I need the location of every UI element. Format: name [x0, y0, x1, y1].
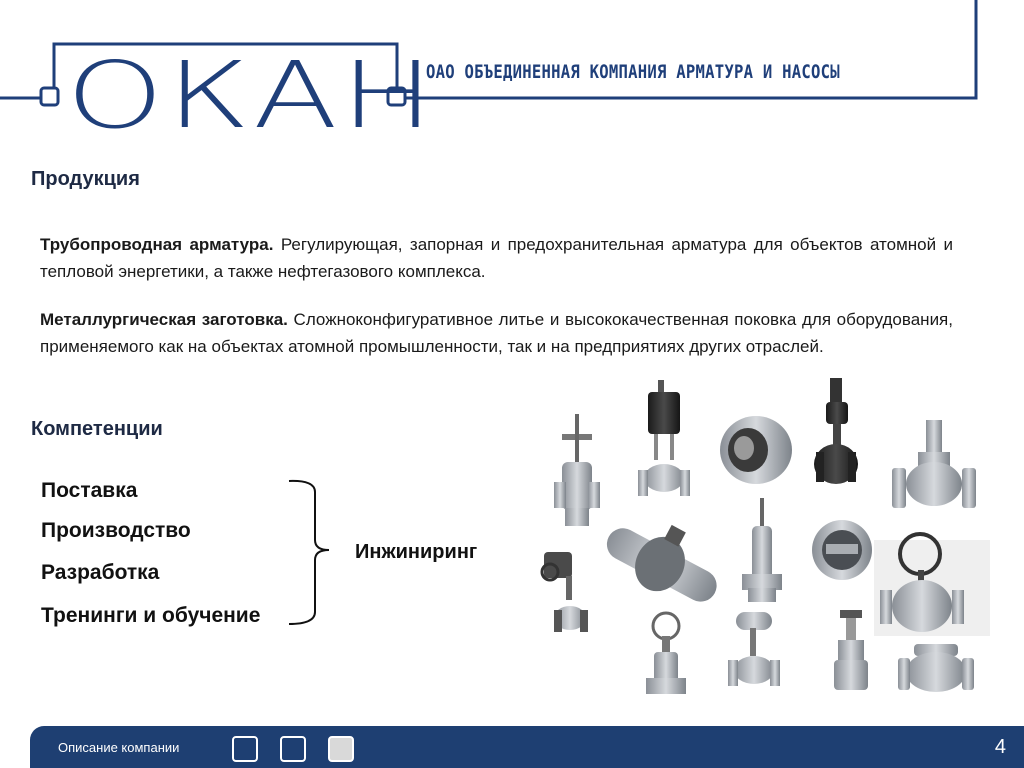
product-item-pipeline [40, 231, 953, 285]
pipeline-ball-valve-image [596, 501, 734, 617]
engineering-label: Инжиниринг [355, 541, 478, 563]
swing-check-valve-image [898, 644, 974, 692]
nav-square-1[interactable] [232, 736, 258, 762]
footer-bar [30, 726, 1024, 768]
page-number: 4 [994, 736, 1006, 758]
competencies-title: Компетенции [31, 418, 163, 440]
nav-square-2[interactable] [280, 736, 306, 762]
control-valve-actuator-image [638, 380, 690, 496]
gate-valve-handwheel-image [554, 414, 600, 526]
small-control-valve-image [834, 610, 868, 690]
competency-item: Производство [41, 519, 191, 542]
company-name: ОАО ОБЪЕДИНЕННАЯ КОМПАНИЯ АРМАТУРА И НАСОСЫ [426, 61, 840, 83]
product-item-title: Трубопроводная арматура. [40, 235, 274, 254]
check-valve-body-image [720, 416, 792, 484]
curly-brace-icon [285, 478, 345, 628]
product-item-title: Металлургическая заготовка. [40, 310, 288, 329]
solenoid-valve-image [814, 378, 858, 484]
competency-item: Тренинги и обучение [41, 604, 261, 627]
gate-valve-wheel-image [646, 613, 686, 694]
product-item-text: Сложноконфигуративное литье и высококачественная поковка для оборудования, применяемого как на объектах атомной промышленности, так и на предприятиях других отраслей. [40, 310, 953, 356]
electric-actuator-valve-image [542, 552, 588, 632]
nav-square-3[interactable] [328, 736, 354, 762]
pneumatic-control-valve-image [728, 612, 780, 686]
competency-item: Поставка [41, 479, 138, 502]
product-item-metallurgy [40, 306, 953, 360]
product-images-collage [530, 372, 1010, 712]
product-item-text: Регулирующая, запорная и предохранительная арматура для объектов атомной и тепловой энергетики, а также нефтегазового комплекса. [40, 235, 954, 281]
company-logo: ОКАН [66, 42, 437, 149]
products-title: Продукция [31, 168, 140, 190]
competency-item: Разработка [41, 561, 160, 584]
wafer-check-valve-image [812, 520, 872, 580]
globe-valve-flanged-image [892, 420, 976, 508]
ball-valve-gearbox-image [874, 534, 990, 636]
tall-gate-valve-image [742, 498, 782, 602]
footer-label: Описание компании [58, 740, 180, 755]
